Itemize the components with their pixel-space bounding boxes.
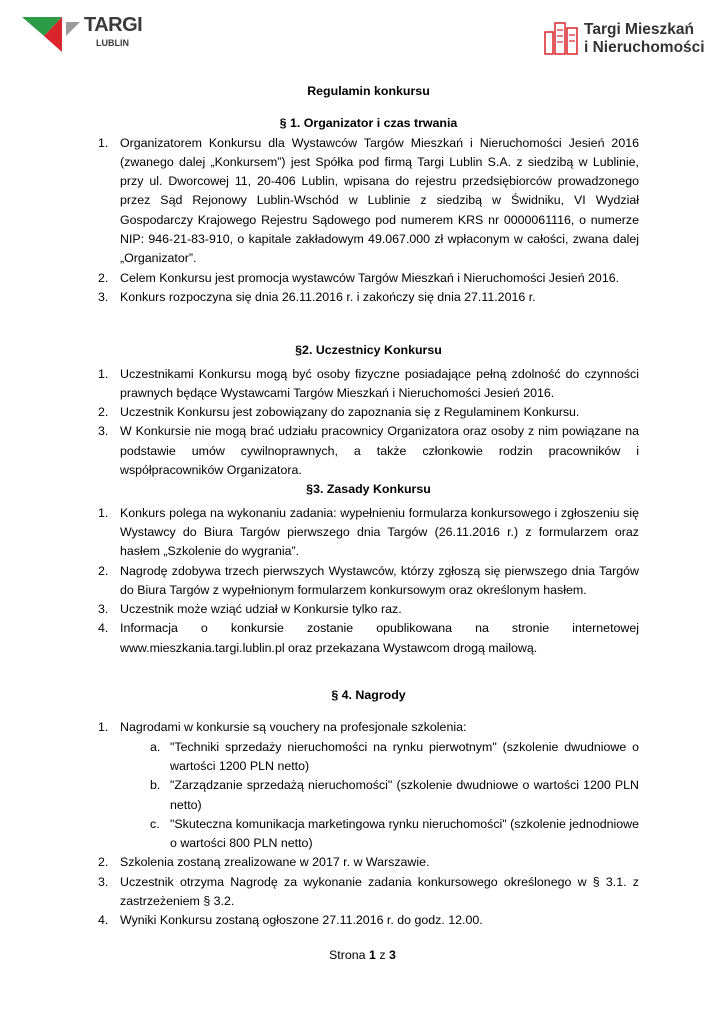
page-footer: [0, 948, 725, 962]
section-1-heading: § 1. Organizator i czas trwania: [279, 116, 458, 131]
document-body: [98, 82, 639, 931]
section-2-list: [98, 365, 639, 481]
list-item: 1. Organizatorem Konkursu dla Wystawców Targów Mieszkań i Nieruchomości Jesień 2016 (zwanego dalej „Konkursem”) jest Spółka pod firmą Targi Lublin S.A. z siedzibą w Lublinie, przy ul. Dworcowej 11, 20-406 Lublin, wpisana do rejestru przedsiębiorców prowadzonego przez Sąd Rejonowy Lublin-Wschód w Lublinie z siedzibą w Świdniku, VI Wydział Gospodarczy Krajowego Rejestru Sądowego pod numerem KRS nr 0000061116, o numerze NIP: 946-21-83-910, o kapitale zakładowym 49.067.000 zł wpłaconym w całości, zwana dalej „Organizator”.: [98, 135, 639, 266]
section-3-heading: §3. Zasady Konkursu: [306, 482, 431, 497]
left-logo-name: TARGI: [84, 14, 143, 36]
right-logo-line1: Targi Mieszkań: [584, 21, 694, 38]
list-item: 4. Wyniki Konkursu zostaną ogłoszone 27.11.2016 r. do godz. 12.00.: [98, 913, 483, 928]
targi-lublin-logo: [22, 14, 152, 54]
list-item: 2. Celem Konkursu jest promocja wystawców Targów Mieszkań i Nieruchomości Jesień 2016.: [98, 270, 620, 285]
footer-prefix: Strona: [329, 948, 366, 962]
prize-item: c. "Skuteczna komunikacja marketingowa rynku nieruchomości" (szkolenie jednodniowe o wartości 800 PLN netto): [150, 816, 639, 851]
list-item: 3. Uczestnik otrzyma Nagrodę za wykonanie zadania konkursowego określonego w § 3.1. z zastrzeżeniem § 3.2.: [98, 874, 639, 908]
list-item: 3. W Konkursie nie mogą brać udziału pracownicy Organizatora oraz osoby z nim powiązane na podstawie umów cywilnoprawnych, a także członkowie rodzin pracowników i współpracowników Organizatora.: [98, 424, 639, 478]
list-item: 1. Uczestnikami Konkursu mogą być osoby fizyczne posiadające pełną zdolność do czynności prawnych będące Wystawcami Targów Mieszkań i Nieruchomości Jesień 2016.: [98, 366, 639, 400]
right-logo-line2: i Nieruchomości: [584, 39, 705, 56]
list-item: 1. Nagrodami w konkursie są vouchery na profesjonale szkolenia:: [98, 720, 467, 735]
list-item: 1. Konkurs polega na wykonaniu zadania: wypełnieniu formularza konkursowego i zgłoszeniu się Wystawcy do Biura Targów pierwszego dnia Targów (26.11.2016 r.) z formularzem oraz hasłem „Szkolenie do wygrania”.: [98, 505, 639, 559]
list-item: 2. Nagrodę zdobywa trzech pierwszych Wystawców, którzy zgłoszą się pierwszego dnia Targów do Biura Targów z wypełnionym formularzem konkursowym oraz określonym hasłem.: [98, 563, 639, 597]
list-item: 3. Konkurs rozpoczyna się dnia 26.11.2016 r. i zakończy się dnia 27.11.2016 r.: [98, 289, 536, 304]
buildings-icon: [544, 20, 580, 56]
document-title: Regulamin konkursu: [307, 84, 430, 98]
footer-sep: z: [379, 948, 386, 962]
section-2-heading: §2. Uczestnicy Konkursu: [295, 343, 442, 358]
prize-item: b. "Zarządzanie sprzedażą nieruchomości" (szkolenie dwudniowe o wartości 1200 PLN netto): [150, 778, 639, 812]
section-3-list: [98, 504, 639, 658]
section-1-list: [98, 134, 639, 308]
footer-page: 1: [369, 948, 376, 962]
targi-lublin-mark-icon: [22, 14, 84, 54]
list-item: 3. Uczestnik może wziąć udział w Konkursie tylko raz.: [98, 602, 402, 617]
targi-mieszkan-logo: [544, 20, 709, 60]
section-4-heading: § 4. Nagrody: [331, 688, 406, 703]
list-item: 2. Szkolenia zostaną zrealizowane w 2017 r. w Warszawie.: [98, 855, 430, 870]
section-4-list-cont: [98, 853, 639, 930]
section-4-list: [98, 718, 639, 737]
list-item: 4. Informacja o konkursie zostanie opublikowana na stronie internetowej www.mieszkania.targi.lublin.pl oraz przekazana Wystawcom drogą mailową.: [98, 621, 639, 655]
prize-item: a. "Techniki sprzedaży nieruchomości na rynku pierwotnym" (szkolenie dwudniowe o wartości 1200 PLN netto): [150, 739, 639, 773]
list-item: 2. Uczestnik Konkursu jest zobowiązany do zapoznania się z Regulaminem Konkursu.: [98, 405, 580, 420]
footer-total: 3: [389, 948, 396, 962]
left-logo-sub: LUBLIN: [96, 38, 129, 48]
prize-list: [98, 738, 639, 854]
